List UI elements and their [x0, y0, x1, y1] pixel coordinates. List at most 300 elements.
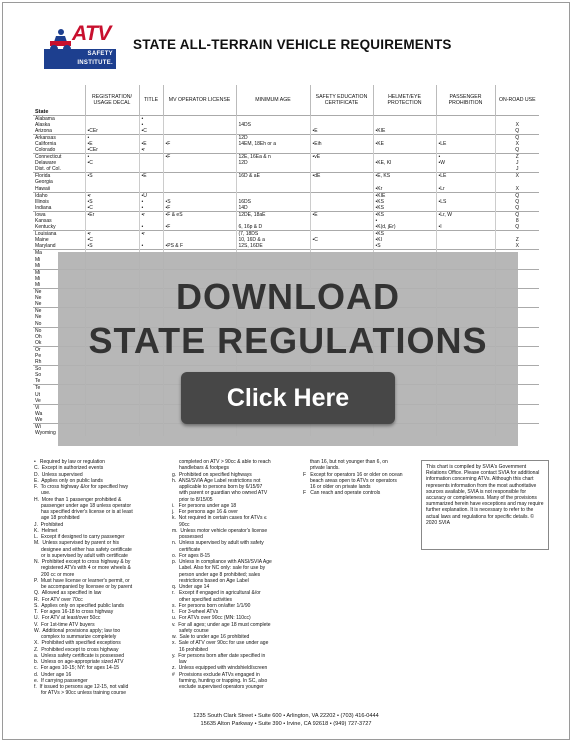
legend-item: D. Unless supervised [34, 471, 83, 478]
table-cell: •KE, KI [373, 160, 436, 166]
table-cell: • [85, 134, 139, 141]
state-cell: Mi [35, 262, 41, 269]
table-cell [236, 147, 310, 154]
table-cell: X [495, 141, 539, 147]
table-cell [163, 128, 236, 135]
legend-item: private lands. [303, 465, 340, 472]
table-cell: Z [495, 154, 539, 161]
state-cell: Pe [35, 352, 42, 359]
table-cell [163, 115, 236, 122]
state-cell: Maryland [35, 243, 56, 250]
table-cell: •KS [373, 205, 436, 212]
table-cell: 16D & aE [236, 173, 310, 180]
state-cell: Louisiana [33, 231, 85, 238]
table-cell [139, 186, 163, 193]
table-cell [373, 147, 436, 154]
legend-item: F. To cross highway &/or for specified hwy [34, 484, 129, 490]
legend-item: • Required by law or regulation [34, 459, 105, 465]
legend-item: q. Under age 14 [172, 584, 210, 590]
table-cell: • [139, 122, 163, 128]
legend-item: W. Additional provisions apply; law too [34, 627, 121, 634]
table-cell [373, 166, 436, 173]
table-cell: •Eih [310, 141, 373, 147]
table-cell: •Kr [373, 186, 436, 193]
state-cell: California [35, 140, 57, 147]
table-row [33, 128, 539, 135]
logo-sub1: SAFETY [87, 51, 113, 57]
legend-item: C. Except in authorized events [34, 465, 104, 472]
table-cell [236, 186, 310, 193]
state-cell: Connecticut [33, 154, 85, 161]
state-cell: Ma [33, 250, 85, 257]
table-cell: •KIE [373, 128, 436, 135]
table-cell: •C [85, 237, 139, 243]
table-cell: •PS & F [163, 243, 236, 250]
state-cell: Idaho [33, 192, 85, 199]
state-cell: Alabama [33, 115, 85, 122]
legend-item: T. For ages 16-18 to cross highway [34, 609, 114, 615]
table-cell [373, 134, 436, 141]
table-cell: •K(d, jEr) [373, 224, 436, 231]
table-cell: •CEr [85, 147, 139, 154]
table-cell: •F [163, 154, 236, 161]
state-cell: Arizona [35, 127, 52, 134]
logo-sub2: INSTITUTE. [77, 60, 113, 66]
legend-item: law [172, 659, 187, 665]
table-cell: (7, 18DS [236, 231, 310, 238]
table-cell [310, 134, 373, 141]
table-cell: 12D [236, 134, 310, 141]
legend-item: h. ANSI/SVIA Age Label restrictions not [172, 477, 261, 484]
table-cell [310, 192, 373, 199]
legend-item: s. For persons born on/after 1/1/90 [172, 602, 251, 609]
legend-item: Q. Allowed as specified in law [34, 590, 102, 597]
state-cell: Hawaii [35, 185, 51, 192]
table-cell [163, 231, 236, 238]
table-cell [85, 224, 139, 231]
state-cell: Te [35, 378, 41, 385]
table-cell: •E [139, 173, 163, 180]
legend-item: designee and either has safety certificate [34, 546, 132, 553]
table-row [33, 231, 539, 238]
table-row [33, 115, 539, 122]
legend-item: use. [34, 490, 51, 497]
legend-item: completed on ATV > 90cc & able to reach [172, 459, 271, 465]
legend-item: other specified activities [172, 596, 233, 603]
legend-item: E. Applies only on public lands [34, 477, 103, 484]
legend-item: R. For ATV over 70cc [34, 596, 83, 603]
table-cell [139, 154, 163, 161]
legend-item: for ATVs > 90cc unless training course [34, 690, 127, 697]
table-cell: •F [163, 141, 236, 147]
column-header: REGISTRATION/ USAGE DECAL [85, 85, 139, 115]
state-cell: Kansas [35, 218, 52, 224]
table-cell: • [85, 154, 139, 161]
table-cell: •Lr, W [436, 211, 495, 218]
table-cell [310, 147, 373, 154]
legend-item: m. Unless motor vehicle operator's license [172, 527, 268, 534]
table-cell: • [139, 224, 163, 231]
atv-safety-institute-logo [44, 24, 116, 70]
legend-item: has specified driver's license or is at least [34, 509, 133, 515]
table-cell: •C [310, 237, 373, 243]
table-cell: •S [163, 199, 236, 205]
table-cell [236, 192, 310, 199]
table-cell [436, 205, 495, 212]
table-cell: 10, 16D & a [236, 237, 310, 243]
legend-item: possessed [172, 534, 203, 540]
legend-item: passenger under age 18 unless operator [34, 502, 132, 509]
state-cell: Mi [35, 275, 41, 282]
legend-item: P. Must have license or learner's permit, or [34, 577, 130, 584]
legend-item: b. Unless on age-appropriate sized ATV [34, 659, 124, 665]
table-cell [310, 231, 373, 238]
table-cell: •F [163, 205, 236, 212]
table-cell: •C [85, 205, 139, 212]
table-cell: 16DS [236, 199, 310, 205]
table-cell: •dE [310, 173, 373, 180]
table-cell: Q [495, 205, 539, 212]
table-cell: Q [495, 211, 539, 218]
legend-item: e. If carrying passenger [34, 677, 88, 684]
table-row [33, 224, 539, 231]
state-cell: Alaska [35, 121, 51, 128]
column-header: HELMET/EYE PROTECTION [373, 85, 436, 115]
table-cell: •E, KS [373, 173, 436, 180]
table-cell [85, 166, 139, 173]
legend-item: t. For 3-wheel ATVs [172, 609, 219, 615]
table-cell: • [139, 243, 163, 250]
state-cell: Ne [33, 308, 85, 315]
table-cell: •E [139, 141, 163, 147]
table-cell: •S [85, 243, 139, 250]
legend-item: o. For ages 8-15 [172, 552, 211, 559]
table-cell [436, 192, 495, 199]
table-cell: Q [495, 147, 539, 154]
overlay-heading-line1: DOWNLOAD [176, 276, 400, 317]
table-cell: • [139, 115, 163, 122]
table-cell: 14DS [236, 122, 310, 128]
table-cell: •U [139, 192, 163, 199]
click-here-button[interactable]: Click Here [181, 372, 395, 424]
table-row [33, 147, 539, 154]
table-cell: X [495, 243, 539, 250]
legend-item: p. Unless in compliance with ANSI/SVIA Age [172, 559, 272, 565]
table-cell: Z [495, 237, 539, 243]
table-cell: Q [495, 192, 539, 199]
column-header: TITLE [139, 85, 163, 115]
table-cell [236, 166, 310, 173]
legend-item: a. Unless safety certificate is possessed [34, 652, 125, 659]
table-cell: 12D [236, 160, 310, 166]
legend-item: N. Prohibited except to cross highway & by [34, 559, 131, 565]
legend-item: person under age 8 prohibited; sales [172, 571, 261, 578]
table-row [33, 154, 539, 161]
legend-item: applicable to persons born by 6/15/97 [172, 484, 263, 490]
table-cell [310, 224, 373, 231]
table-cell: •KS [373, 211, 436, 218]
legend-item: complex to summarize completely [34, 634, 117, 640]
table-cell [436, 243, 495, 250]
legend-item: age 18 prohibited [34, 515, 80, 522]
column-header: ON-ROAD USE [495, 85, 539, 115]
state-cell: Maine [35, 237, 49, 244]
table-row [33, 205, 539, 212]
table-cell: •KI [373, 237, 436, 243]
legend-item: n. Unless supervised by adult with safety [172, 540, 264, 547]
table-cell [436, 231, 495, 238]
table-cell [436, 115, 495, 122]
column-header: PASSENGER PROHIBITION [436, 85, 495, 115]
legend-item: beach areas open to ATVs or operators [303, 477, 397, 484]
state-cell: No [33, 327, 85, 334]
table-cell [85, 186, 139, 193]
state-cell: Iowa [33, 211, 85, 218]
table-row [33, 243, 539, 250]
table-cell [163, 134, 236, 141]
table-cell: X [495, 186, 539, 193]
legend-column-3 [303, 459, 419, 497]
overlay-heading-line2: STATE REGULATIONS [88, 320, 488, 361]
legend-item: handlebars & footpegs [172, 465, 229, 472]
state-cell: Colorado [35, 146, 56, 153]
table-cell: •Lr [436, 186, 495, 193]
state-cell: Ne [35, 314, 42, 321]
table-cell [495, 231, 539, 238]
disclaimer-notice: This chart is compiled by SVIA's Government Relations Office. Please contact SVIA for additional information concerning ATVs. Although this chart represents information from the most authoritative sources available, SVIA is not responsible for accuracy or completeness. Many of the provisions summarized herein have exceptions and may require further explanation. It is necessary to refer to the actual laws and regulations for specific details. © 2020 SVIA [421, 460, 549, 550]
legend-item: K. Helmet [34, 527, 58, 534]
logo-atv-text: ATV [72, 22, 111, 45]
table-cell [310, 243, 373, 250]
state-cell: Delaware [35, 160, 57, 167]
table-cell [163, 192, 236, 199]
legend-item: j. For persons age 16 & over [172, 509, 238, 515]
legend-item: v. For all ages; under age 18 must complete [172, 621, 271, 628]
state-cell: No [35, 320, 42, 327]
legend-item: f. If issued to persons age 12-15, not valid [34, 684, 129, 690]
table-cell: •S [373, 243, 436, 250]
table-cell: •F [163, 224, 236, 231]
state-cell: Georgia [35, 179, 53, 186]
table-cell [310, 205, 373, 212]
table-cell: J [495, 160, 539, 166]
table-cell: •C [85, 160, 139, 166]
legend-item: U. For ATV at least/over 50cc [34, 615, 101, 622]
table-cell: •F & eS [163, 211, 236, 218]
table-cell [373, 115, 436, 122]
legend-item: safety course [172, 627, 209, 634]
state-cell: Vi [33, 404, 85, 411]
state-cell: So [33, 366, 85, 373]
table-row [33, 186, 539, 193]
legend-column-1 [34, 459, 164, 697]
table-cell: 12S, 16DE [236, 243, 310, 250]
legend-item: X. Prohibited with specified exceptions [34, 640, 121, 647]
table-cell [310, 166, 373, 173]
table-cell: •r [85, 231, 139, 238]
table-cell: •LE [436, 141, 495, 147]
legend-item: F Can reach and operate controls [303, 490, 381, 497]
table-row [33, 166, 539, 173]
state-cell: Ne [35, 301, 42, 308]
table-cell: •CEr [85, 128, 139, 135]
column-header: MINIMUM AGE [236, 85, 310, 115]
table-cell: •E [310, 128, 373, 135]
legend-item: i. For persons under age 18 [172, 502, 237, 509]
table-cell [85, 115, 139, 122]
logo-banner [44, 49, 116, 69]
page-title: STATE ALL-TERRAIN VEHICLE REQUIREMENTS [133, 37, 452, 52]
table-cell: Q [495, 134, 539, 141]
table-cell [436, 134, 495, 141]
table-cell [436, 166, 495, 173]
table-cell [163, 147, 236, 154]
legend-item: Z. Prohibited except to cross highway [34, 646, 119, 653]
table-cell: •LE [436, 173, 495, 180]
table-cell [495, 115, 539, 122]
legend-item: # Provisions exclude ATVs engaged in [172, 671, 260, 678]
table-cell: 14D [236, 205, 310, 212]
state-cell: Indiana [35, 204, 52, 211]
table-cell: Q [495, 128, 539, 135]
state-cell: Illinois [35, 198, 49, 205]
legend-item: S. Applies only on specified public lands [34, 602, 125, 609]
table-cell [163, 173, 236, 180]
table-cell [236, 115, 310, 122]
state-cell: Wi [33, 424, 85, 431]
table-cell [373, 154, 436, 161]
state-cell: Rh [35, 359, 42, 366]
table-cell: J [495, 166, 539, 173]
table-cell: 6, 16p & D [236, 224, 310, 231]
column-header: MV OPERATOR LICENSE [163, 85, 236, 115]
table-cell [139, 166, 163, 173]
state-cell: We [35, 416, 43, 423]
state-cell: Arkansas [33, 134, 85, 141]
table-cell: •E [310, 211, 373, 218]
legend-item: 200 cc or more [34, 571, 75, 578]
legend-item: M. Unless supervised by parent or his [34, 540, 120, 547]
legend-item: w. Sale to under age 16 prohibited [172, 634, 250, 640]
table-cell: •r [139, 147, 163, 154]
table-cell: X [495, 173, 539, 180]
table-cell: • [373, 218, 436, 224]
column-header: State [35, 108, 49, 115]
table-row [33, 211, 539, 218]
table-cell: •E [85, 141, 139, 147]
table-cell: •S [85, 199, 139, 205]
table-row [33, 173, 539, 180]
table-cell [436, 147, 495, 154]
table-cell: •Er [85, 211, 139, 218]
table-cell: •r [139, 231, 163, 238]
table-cell: • [139, 205, 163, 212]
legend-item: than 16, but not younger than 6, on [303, 459, 388, 465]
legend-item: 90cc [172, 521, 190, 528]
table-row [33, 134, 539, 141]
legend-item: registered ATVs with 4 or more wheels & [34, 565, 131, 572]
state-cell: Ve [35, 397, 41, 404]
state-cell: Mi [33, 269, 85, 276]
table-cell [163, 186, 236, 193]
legend-item: k. Not required in certain cases for ATVs ≤ [172, 515, 267, 522]
state-cell: So [35, 372, 42, 379]
state-cell: Dist. of Col. [35, 166, 61, 173]
table-cell: 12E, 16Ea & n [236, 154, 310, 161]
table-cell [236, 128, 310, 135]
table-cell [163, 166, 236, 173]
state-cell: Oh [35, 333, 42, 340]
legend-item: prior to 8/15/05 [172, 496, 213, 503]
state-cell: Mi [35, 281, 41, 288]
column-header: SAFETY EDUCATION CERTIFICATE [310, 85, 373, 115]
table-cell: •r [139, 211, 163, 218]
legend-item: farming, hunting or trapping. In SC, also [172, 677, 268, 684]
state-cell: Kentucky [35, 224, 56, 231]
table-cell: X [495, 122, 539, 128]
table-cell: Q [495, 199, 539, 205]
legend-item: H. More than 1 passenger prohibited & [34, 496, 122, 503]
legend-item: u. For ATVs over 90cc (MN: 110cc) [172, 615, 251, 622]
table-cell: •KS [373, 231, 436, 238]
table-cell: 12DE, 18aE [236, 211, 310, 218]
table-cell: • [139, 199, 163, 205]
table-cell: •vE [310, 154, 373, 161]
table-cell: •LS [436, 199, 495, 205]
legend-item: r. Except if engaged in agricultural &/or [172, 590, 261, 597]
table-cell: 14EM, 18Eh or a [236, 141, 310, 147]
state-cell: Te [33, 385, 85, 392]
table-cell: •C [139, 128, 163, 135]
legend-column-2 [172, 459, 302, 690]
legend-item: J. Prohibited [34, 521, 64, 528]
legend-item: d. Under age 16 [34, 671, 72, 678]
legend-item: F Except for operators 16 or older on ocean [303, 471, 403, 478]
legend-item: x. Sale of ATV over 90cc for use under age [172, 640, 269, 647]
legend-item: certificate [172, 546, 201, 553]
legend-item: g. Prohibited on specified highways [172, 471, 252, 478]
state-cell: Florida [33, 173, 85, 180]
legend-item: Label. Also for NC only: sale for use by [172, 565, 266, 572]
table-cell: •S [85, 173, 139, 180]
footer-address-2: 15635 Alton Parkway • Suite 390 • Irvine, CA 92618 • (949) 727-3727 [200, 721, 372, 727]
state-cell: Ne [35, 295, 42, 302]
footer-address-1: 1235 South Clark Street • Suite 600 • Arlington, VA 22202 • (703) 416-0444 [193, 713, 379, 719]
table-cell: 8 [495, 218, 539, 224]
table-row [33, 192, 539, 199]
legend-item: c. For ages 10-15; NY: for ages 14-15 [34, 665, 120, 672]
legend-item: with parent or guardian who owned ATV [172, 490, 268, 497]
legend-item: exclude supervised operators younger [172, 684, 264, 690]
state-cell: Wa [35, 410, 43, 417]
table-cell: • [436, 154, 495, 161]
table-cell [436, 128, 495, 135]
table-cell: Q [495, 224, 539, 231]
legend-item: 16 prohibited [172, 646, 208, 653]
legend-item: L. Except if designed to carry passenger [34, 534, 125, 540]
table-cell: •KE [373, 141, 436, 147]
table-cell: •KIE [373, 192, 436, 199]
legend-item: y. For persons born after date specified in [172, 652, 266, 659]
state-cell: Ut [35, 391, 40, 398]
legend-item: or is supervised by adult with certificate [34, 552, 128, 559]
state-cell: Ok [35, 339, 42, 346]
table-cell: •KS [373, 199, 436, 205]
table-cell: •I [436, 224, 495, 231]
legend-item: 16 or older on private lands [303, 484, 371, 490]
table-cell: •r [85, 192, 139, 199]
table-cell [310, 186, 373, 193]
